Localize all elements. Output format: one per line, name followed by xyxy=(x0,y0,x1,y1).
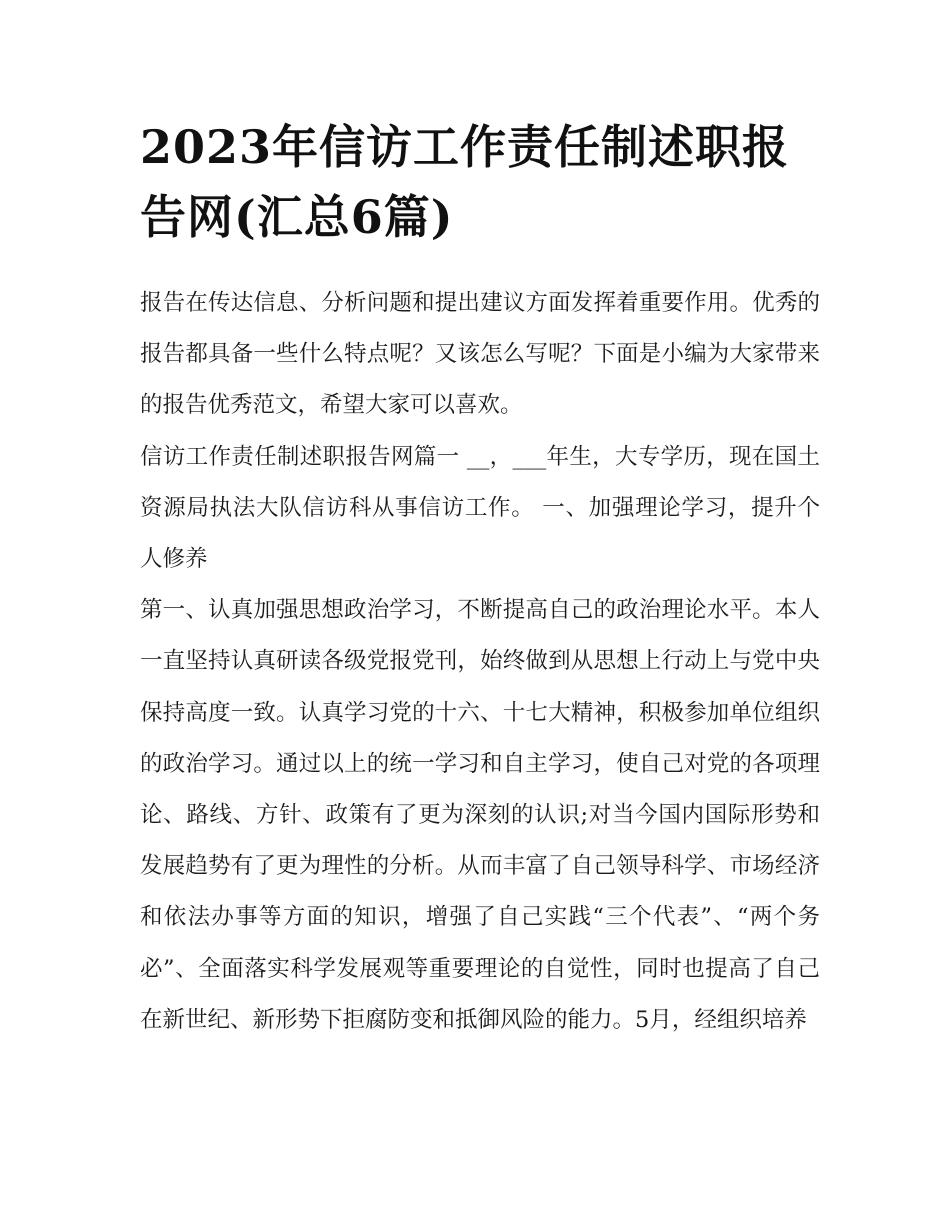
section-one-paragraph: 信访工作责任制述职报告网篇一 __，___年生，大专学历，现在国土资源局执法大队信访科从事信访工作。 一、加强理论学习，提升个人修养 xyxy=(140,443,820,573)
document-body xyxy=(140,278,820,1046)
political-study-paragraph: 第一、认真加强思想政治学习，不断提高自己的政治理论水平。本人一直坚持认真研读各级党报党刊，始终做到从思想上行动上与党中央保持高度一致。认真学习党的十六、十七大精神，积极参加单位组织的政治学习。通过以上的统一学习和自主学习，使自己对党的各项理论、路线、方针、政策有了更为深刻的认识;对当今国内国际形势和发展趋势有了更为理性的分析。从而丰富了自己领导科学、市场经济和依法办事等方面的知识，增强了自己实践“三个代表”、“两个务必”、全面落实科学发展观等重要理论的自觉性，同时也提高了自己在新世纪、新形势下拒腐防变和抵御风险的能力。5月，经组织培养 xyxy=(140,597,820,1033)
document-title: 2023年信访工作责任制述职报告网(汇总6篇) xyxy=(140,120,790,244)
intro-paragraph: 报告在传达信息、分析问题和提出建议方面发挥着重要作用。优秀的报告都具备一些什么特点呢？又该怎么写呢？下面是小编为大家带来的报告优秀范文，希望大家可以喜欢。 xyxy=(140,290,820,419)
